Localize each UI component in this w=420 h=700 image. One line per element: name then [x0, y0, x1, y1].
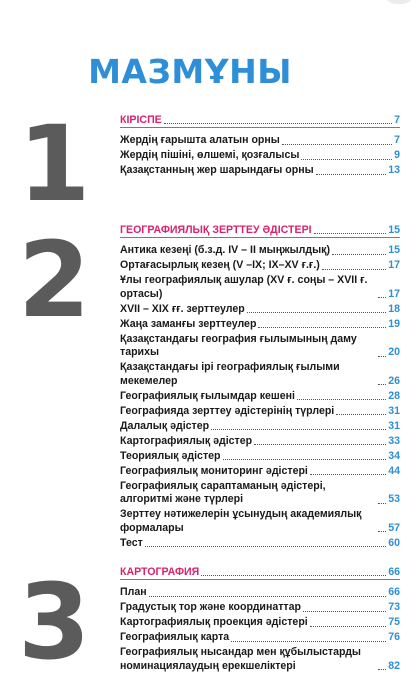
dot-leader [201, 575, 386, 576]
dot-leader [378, 531, 386, 532]
toc-entry-page: 44 [388, 464, 400, 477]
toc-entry-page: 7 [394, 134, 400, 146]
toc-entry[interactable] [120, 646, 400, 673]
toc-entry-title: Географиялық сараптаманың әдістері, алгоритмі және түрлері [120, 479, 326, 505]
toc-entry[interactable] [120, 480, 400, 507]
toc-entry-title: Картографиялық проекция әдістері [120, 616, 308, 628]
toc-entry[interactable] [120, 244, 400, 258]
toc-entry-page: 13 [388, 164, 400, 176]
toc-entry[interactable] [120, 631, 400, 645]
dot-leader [316, 174, 387, 175]
dot-leader [322, 269, 386, 270]
toc-entry-title: Теориялық әдістер [120, 449, 221, 462]
toc-entry[interactable] [120, 405, 400, 419]
dot-leader [145, 546, 386, 547]
toc-entry-page: 15 [388, 244, 400, 256]
dot-leader [314, 233, 387, 234]
toc-entry-title: Географиялық ғылымдар кешені [120, 389, 295, 402]
toc-entry-title: Жердің ғарышта алатын орны [120, 134, 280, 146]
toc-entry-title: Қазақстандағы география ғылымының даму тарихы [120, 332, 357, 358]
toc-entry-page: 20 [388, 346, 400, 358]
dot-leader [310, 626, 386, 627]
section-number-2: 2 [18, 219, 91, 341]
heading-underline [120, 127, 400, 128]
toc-heading[interactable] [120, 566, 400, 580]
dot-leader [149, 596, 387, 597]
toc-section-methods [120, 222, 400, 550]
toc-entry-title: План [120, 586, 147, 598]
toc-entry-page: 33 [388, 434, 400, 447]
dot-leader [301, 159, 392, 160]
toc-entry-page: 75 [388, 616, 400, 628]
toc-entry-page: 82 [388, 659, 400, 672]
toc-entry[interactable] [120, 303, 400, 317]
toc-entry-title: Жердің пішіні, өлшемі, қозғалысы [120, 149, 300, 161]
toc-entry-page: 66 [388, 586, 400, 598]
toc-heading-title: КАРТОГРАФИЯ [120, 565, 200, 578]
heading-underline [120, 579, 400, 580]
dot-leader [223, 459, 387, 460]
toc-heading-title: ГЕОГРАФИЯЛЫҚ ЗЕРТТЕУ ӘДІСТЕРІ [120, 223, 312, 236]
dot-leader [254, 444, 386, 445]
toc-entry-page: 9 [394, 149, 400, 161]
toc-section-cartography [120, 564, 400, 673]
toc-entry-page: 53 [388, 493, 400, 505]
toc-entry-page: 19 [388, 317, 400, 330]
heading-underline [120, 237, 400, 238]
dot-leader [211, 429, 386, 430]
dot-leader [231, 641, 386, 642]
toc-entry-title: Градустық тор және координаттар [120, 601, 301, 613]
toc-entry[interactable] [120, 361, 400, 388]
page-title: МАЗМҰНЫ [88, 52, 292, 91]
toc-entry-page: 34 [388, 449, 400, 462]
toc-entry-page: 17 [388, 287, 400, 300]
section-number-3: 3 [18, 561, 91, 683]
toc-entry[interactable] [120, 134, 400, 148]
toc-entry[interactable] [120, 508, 400, 535]
toc-entry[interactable] [120, 164, 400, 178]
toc-entry-page: 60 [388, 536, 400, 549]
toc-heading-title: КІРІСПЕ [120, 113, 162, 126]
toc-entry-title: XVII – XIX ғғ. зерттеулер [120, 302, 245, 315]
dot-leader [282, 144, 392, 145]
toc-entry[interactable] [120, 390, 400, 404]
toc-entry[interactable] [120, 537, 400, 551]
toc-entry-title: Географияда зерттеу әдістерінің түрлері [120, 404, 335, 417]
dot-leader [378, 384, 386, 385]
dot-leader [378, 356, 386, 357]
toc-entry[interactable] [120, 586, 400, 600]
toc-entry[interactable] [120, 601, 400, 615]
dot-leader [303, 611, 386, 612]
dot-leader [258, 327, 386, 328]
dot-leader [378, 297, 386, 298]
toc-entry-title: Тест [120, 536, 143, 549]
toc-entry[interactable] [120, 616, 400, 630]
toc-entry-title: Картографиялық әдістер [120, 434, 253, 447]
toc-entry[interactable] [120, 274, 400, 301]
toc-entry-title: Қазақстандағы ірі географиялық ғылыми мекемелер [120, 361, 340, 387]
toc-entry-page: 18 [388, 302, 400, 315]
toc-entry-title: Ортағасырлық кезең (V –IX; IX–XV ғ.ғ.) [120, 259, 320, 271]
toc-heading[interactable] [120, 114, 400, 128]
toc-entry-page: 73 [388, 601, 400, 613]
dot-leader [310, 474, 386, 475]
toc-heading-page: 7 [394, 113, 400, 126]
toc-entry[interactable] [120, 149, 400, 163]
dot-leader [378, 669, 386, 670]
toc-entry-page: 28 [388, 389, 400, 402]
toc-entry-page: 26 [388, 374, 400, 387]
toc-entry-page: 31 [388, 404, 400, 417]
toc-entry-title: Ұлы географиялық ашулар (XV ғ. соңы – XVII ғ. ортасы) [120, 274, 368, 300]
toc-entry[interactable] [120, 333, 400, 360]
toc-heading-page: 15 [388, 223, 400, 236]
toc-entry[interactable] [120, 318, 400, 332]
dot-leader [378, 503, 386, 504]
toc-entry-title: Зерттеу нәтижелерін ұсынудың академиялық формалары [120, 508, 362, 534]
toc-entry-title: Қазақстанның жер шарындағы орны [120, 164, 314, 176]
dot-leader [336, 414, 386, 415]
dot-leader [332, 254, 386, 255]
toc-entry-page: 31 [388, 419, 400, 432]
toc-entry-title: Жаңа заманғы зерттеулер [120, 317, 257, 330]
toc-entry[interactable] [120, 450, 400, 464]
dot-leader [247, 312, 386, 313]
toc-entry[interactable] [120, 465, 400, 479]
toc-entry[interactable] [120, 259, 400, 273]
section-number-1: 1 [18, 103, 91, 225]
toc-entry-title: Антика кезеңі (б.з.д. IV – II мыңжылдық) [120, 244, 331, 256]
toc-entry-page: 17 [388, 259, 400, 271]
toc-entry-title: Географиялық карта [120, 631, 230, 643]
corner-tab [384, 0, 414, 4]
dot-leader [297, 399, 386, 400]
toc-entry-page: 57 [388, 521, 400, 534]
toc-entry[interactable] [120, 435, 400, 449]
toc-entry-title: Далалық әдістер [120, 419, 210, 432]
toc-entry-title: Географиялық мониторинг әдістері [120, 464, 308, 477]
toc-entry-page: 76 [388, 631, 400, 643]
toc-entry[interactable] [120, 420, 400, 434]
toc-heading[interactable] [120, 224, 400, 238]
dot-leader [164, 123, 392, 124]
toc-entry-title: Географиялық нысандар мен құбылыстарды номинациялаудың ерекшеліктері [120, 646, 361, 672]
toc-section-intro [120, 112, 400, 178]
toc-heading-page: 66 [388, 565, 400, 578]
